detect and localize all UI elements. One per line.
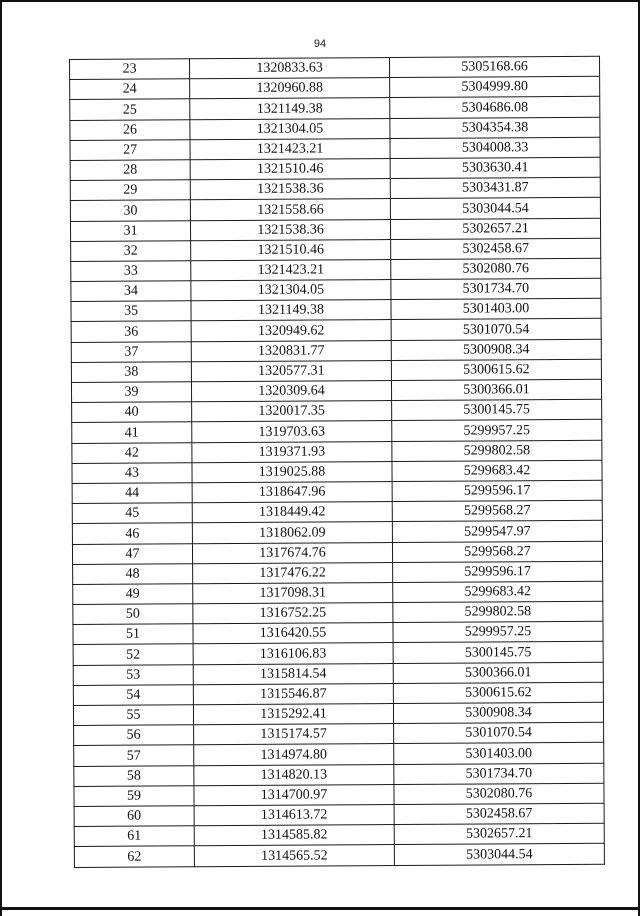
table-row (70, 137, 600, 160)
point-number-cell: 27 (70, 140, 190, 161)
y-coordinate-cell: 5300615.62 (393, 682, 603, 703)
y-coordinate-cell: 5304686.08 (390, 97, 600, 118)
point-number-cell: 37 (71, 341, 191, 362)
table-row (72, 399, 602, 422)
y-coordinate-cell: 5302657.21 (394, 823, 604, 844)
table-row (74, 823, 604, 846)
y-coordinate-cell: 5302080.76 (394, 783, 604, 804)
x-coordinate-cell: 1316752.25 (193, 603, 393, 624)
table-row (71, 258, 601, 281)
y-coordinate-cell: 5304999.80 (390, 76, 600, 97)
y-coordinate-cell: 5301734.70 (394, 763, 604, 784)
table-row (74, 722, 604, 745)
table-row (73, 682, 603, 705)
table-row (72, 420, 602, 443)
table-row (71, 299, 601, 322)
x-coordinate-cell: 1314585.82 (194, 825, 394, 846)
x-coordinate-cell: 1321510.46 (191, 239, 391, 260)
table-row (71, 379, 601, 402)
table-row (70, 218, 600, 241)
y-coordinate-cell: 5299957.25 (393, 621, 603, 642)
y-coordinate-cell: 5300366.01 (393, 662, 603, 683)
point-number-cell: 24 (70, 79, 190, 100)
point-number-cell: 48 (73, 563, 193, 584)
point-number-cell: 58 (74, 765, 194, 786)
point-number-cell: 28 (70, 160, 190, 181)
table-row (73, 662, 603, 685)
x-coordinate-cell: 1321423.21 (191, 259, 391, 280)
table-row (71, 238, 601, 261)
y-coordinate-cell: 5299596.17 (393, 561, 603, 582)
y-coordinate-cell: 5301070.54 (394, 722, 604, 743)
point-number-cell: 46 (72, 523, 192, 544)
y-coordinate-cell: 5299957.25 (392, 420, 602, 441)
x-coordinate-cell: 1315292.41 (193, 704, 393, 725)
table-row (70, 117, 600, 140)
y-coordinate-cell: 5305168.66 (389, 56, 599, 77)
y-coordinate-cell: 5300908.34 (393, 702, 603, 723)
point-number-cell: 50 (73, 604, 193, 625)
table-row (72, 521, 602, 544)
point-number-cell: 38 (71, 362, 191, 383)
point-number-cell: 51 (73, 624, 193, 645)
y-coordinate-cell: 5299568.27 (392, 541, 602, 562)
y-coordinate-cell: 5302080.76 (391, 258, 601, 279)
x-coordinate-cell: 1314820.13 (194, 764, 394, 785)
x-coordinate-cell: 1314565.52 (194, 845, 394, 866)
x-coordinate-cell: 1320960.88 (190, 78, 390, 99)
x-coordinate-cell: 1314974.80 (194, 744, 394, 765)
y-coordinate-cell: 5301403.00 (391, 299, 601, 320)
point-number-cell: 30 (70, 200, 190, 221)
x-coordinate-cell: 1320949.62 (191, 320, 391, 341)
y-coordinate-cell: 5299802.58 (393, 601, 603, 622)
table-row (73, 581, 603, 604)
table-row (73, 561, 603, 584)
x-coordinate-cell: 1319025.88 (192, 461, 392, 482)
table-row (70, 76, 600, 99)
x-coordinate-cell: 1317098.31 (193, 582, 393, 603)
x-coordinate-cell: 1319371.93 (192, 441, 392, 462)
table-row (72, 440, 602, 463)
x-coordinate-cell: 1315174.57 (194, 724, 394, 745)
point-number-cell: 61 (74, 826, 194, 847)
y-coordinate-cell: 5303044.54 (390, 198, 600, 219)
table-row (74, 783, 604, 806)
point-number-cell: 59 (74, 786, 194, 807)
table-row (72, 480, 602, 503)
x-coordinate-cell: 1320833.63 (190, 58, 390, 79)
point-number-cell: 47 (72, 543, 192, 564)
scan-border-bottom (0, 907, 640, 910)
x-coordinate-cell: 1321538.36 (190, 179, 390, 200)
table-row (73, 642, 603, 665)
point-number-cell: 55 (73, 705, 193, 726)
x-coordinate-cell: 1321304.05 (190, 118, 390, 139)
point-number-cell: 23 (70, 59, 190, 80)
point-number-cell: 32 (71, 240, 191, 261)
page-number: 94 (313, 38, 327, 50)
point-number-cell: 49 (73, 584, 193, 605)
y-coordinate-cell: 5300615.62 (391, 359, 601, 380)
x-coordinate-cell: 1320017.35 (192, 401, 392, 422)
y-coordinate-cell: 5299547.97 (392, 521, 602, 542)
y-coordinate-cell: 5300366.01 (391, 379, 601, 400)
table-row (73, 621, 603, 644)
point-number-cell: 62 (74, 846, 194, 867)
y-coordinate-cell: 5303630.41 (390, 157, 600, 178)
y-coordinate-cell: 5302458.67 (391, 238, 601, 259)
table-row (72, 500, 602, 523)
x-coordinate-cell: 1321558.66 (190, 199, 390, 220)
x-coordinate-cell: 1318449.42 (192, 502, 392, 523)
x-coordinate-cell: 1321538.36 (190, 219, 390, 240)
y-coordinate-cell: 5301734.70 (391, 278, 601, 299)
point-number-cell: 60 (74, 806, 194, 827)
y-coordinate-cell: 5300145.75 (392, 399, 602, 420)
table-row (71, 319, 601, 342)
point-number-cell: 43 (72, 463, 192, 484)
x-coordinate-cell: 1321423.21 (190, 138, 390, 159)
scan-border-left (0, 0, 2, 916)
point-number-cell: 45 (72, 503, 192, 524)
point-number-cell: 35 (71, 301, 191, 322)
point-number-cell: 52 (73, 644, 193, 665)
y-coordinate-cell: 5302458.67 (394, 803, 604, 824)
y-coordinate-cell: 5299683.42 (393, 581, 603, 602)
table-row (74, 803, 604, 826)
x-coordinate-cell: 1316420.55 (193, 623, 393, 644)
point-number-cell: 25 (70, 99, 190, 120)
table-row (74, 763, 604, 786)
table-row (73, 601, 603, 624)
point-number-cell: 42 (72, 442, 192, 463)
table-row (70, 177, 600, 200)
point-number-cell: 40 (72, 402, 192, 423)
coordinates-table (69, 56, 605, 868)
coordinates-table-body (70, 56, 605, 867)
point-number-cell: 53 (73, 664, 193, 685)
x-coordinate-cell: 1321510.46 (190, 158, 390, 179)
x-coordinate-cell: 1316106.83 (193, 643, 393, 664)
x-coordinate-cell: 1318062.09 (192, 522, 392, 543)
point-number-cell: 54 (73, 685, 193, 706)
x-coordinate-cell: 1319703.63 (192, 421, 392, 442)
point-number-cell: 39 (71, 382, 191, 403)
point-number-cell: 36 (71, 321, 191, 342)
y-coordinate-cell: 5303431.87 (390, 177, 600, 198)
table-row (71, 359, 601, 382)
y-coordinate-cell: 5300145.75 (393, 642, 603, 663)
x-coordinate-cell: 1320309.64 (191, 381, 391, 402)
x-coordinate-cell: 1321304.05 (191, 280, 391, 301)
x-coordinate-cell: 1320831.77 (191, 340, 391, 361)
y-coordinate-cell: 5299568.27 (392, 500, 602, 521)
table-row (70, 157, 600, 180)
x-coordinate-cell: 1321149.38 (190, 98, 390, 119)
y-coordinate-cell: 5302657.21 (390, 218, 600, 239)
x-coordinate-cell: 1321149.38 (191, 300, 391, 321)
y-coordinate-cell: 5300908.34 (391, 339, 601, 360)
y-coordinate-cell: 5301070.54 (391, 319, 601, 340)
point-number-cell: 29 (70, 180, 190, 201)
table-row (74, 844, 604, 867)
point-number-cell: 31 (70, 220, 190, 241)
point-number-cell: 34 (71, 281, 191, 302)
y-coordinate-cell: 5299683.42 (392, 460, 602, 481)
y-coordinate-cell: 5304008.33 (390, 137, 600, 158)
table-row (70, 198, 600, 221)
x-coordinate-cell: 1317476.22 (193, 562, 393, 583)
table-row (71, 278, 601, 301)
y-coordinate-cell: 5303044.54 (394, 844, 604, 865)
table-row (71, 339, 601, 362)
x-coordinate-cell: 1315814.54 (193, 663, 393, 684)
y-coordinate-cell: 5299802.58 (392, 440, 602, 461)
point-number-cell: 33 (71, 261, 191, 282)
x-coordinate-cell: 1314700.97 (194, 784, 394, 805)
x-coordinate-cell: 1318647.96 (192, 481, 392, 502)
x-coordinate-cell: 1320577.31 (191, 360, 391, 381)
point-number-cell: 26 (70, 119, 190, 140)
table-row (72, 541, 602, 564)
scan-border-top (0, 0, 640, 2)
x-coordinate-cell: 1317674.76 (192, 542, 392, 563)
point-number-cell: 41 (72, 422, 192, 443)
y-coordinate-cell: 5301403.00 (394, 743, 604, 764)
table-row (73, 702, 603, 725)
table-row (72, 460, 602, 483)
point-number-cell: 56 (74, 725, 194, 746)
point-number-cell: 44 (72, 483, 192, 504)
y-coordinate-cell: 5304354.38 (390, 117, 600, 138)
table-row (74, 743, 604, 766)
x-coordinate-cell: 1315546.87 (193, 683, 393, 704)
table-row (70, 97, 600, 120)
table-row (70, 56, 600, 79)
y-coordinate-cell: 5299596.17 (392, 480, 602, 501)
x-coordinate-cell: 1314613.72 (194, 804, 394, 825)
point-number-cell: 57 (74, 745, 194, 766)
